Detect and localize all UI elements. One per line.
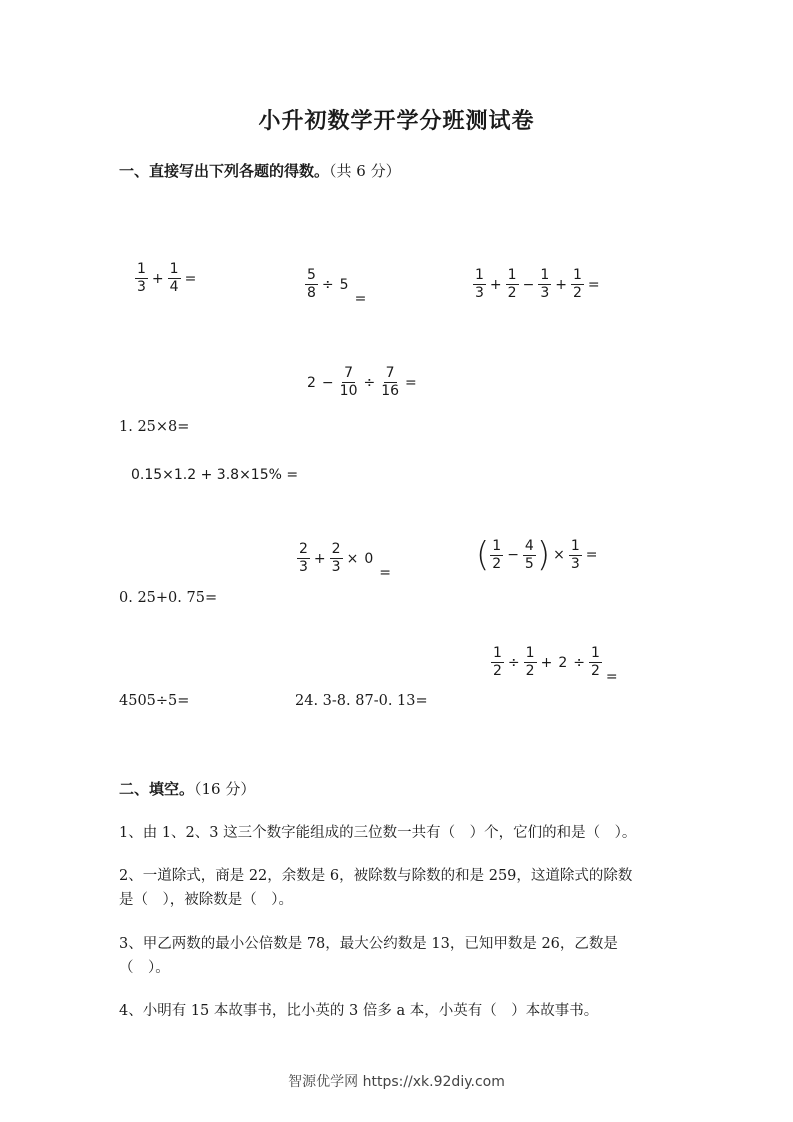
problem-8: ( $\frac{1}{2}$ − $\frac{4}{5}$ ) × $\frac{1}{3}$ = (476, 535, 598, 575)
section-1-points: （共 6 分） (329, 162, 401, 180)
fraction: $\frac{1}{2}$ (492, 537, 502, 572)
fraction: $\frac{5}{8}$ (307, 267, 316, 301)
section-1-heading (119, 160, 401, 181)
question-3-line-2: （ ）。 (119, 960, 170, 976)
problem-2: $\frac{5}{8}$ ÷ 5= (307, 267, 367, 307)
section-2-points: （16 分） (194, 780, 256, 798)
problem-7: $\frac{2}{3}$ + $\frac{2}{3}$ × 0= (299, 541, 391, 581)
fraction: $\frac{2}{3}$ (299, 541, 308, 575)
problem-3: $\frac{1}{3}$ + $\frac{1}{2}$ − $\frac{1}{3}$ + $\frac{1}{2}$ = (475, 267, 600, 301)
question-2-line-2: 是（ ），被除数是（ ）。 (119, 892, 293, 908)
section-1-title: 一、直接写出下列各题的得数。 (119, 162, 330, 180)
fraction: $\frac{7}{10}$ (339, 365, 358, 399)
question-3-line-1: 3、甲乙两数的最小公倍数是 78，最大公约数是 13，已知甲数是 26，乙数是 (119, 936, 618, 952)
problem-9: 0. 25+0. 75= (119, 590, 218, 606)
fraction: $\frac{1}{4}$ (169, 261, 179, 295)
fraction: $\frac{1}{3}$ (137, 261, 146, 295)
section-2-title: 二、填空。 (119, 780, 195, 798)
fraction: $\frac{4}{5}$ (524, 537, 534, 572)
fraction: $\frac{1}{2}$ (590, 645, 600, 679)
question-1: 1、由 1、2、3 这三个数字能组成的三位数一共有（ ）个，它们的和是（ ）。 (119, 825, 637, 841)
section-2-heading (119, 778, 255, 799)
problem-4: 2 − $\frac{7}{10}$ ÷ $\frac{7}{16}$ = (307, 365, 417, 399)
fraction: $\frac{2}{3}$ (331, 541, 341, 575)
page-title: 小升初数学开学分班测试卷 (258, 108, 535, 134)
fraction: $\frac{7}{16}$ (381, 365, 400, 399)
question-2-line-1: 2、一道除式，商是 22，余数是 6，被除数与除数的和是 259，这道除式的除数 (119, 868, 633, 884)
footer-watermark: 智源优学网 https://xk.92diy.com (288, 1074, 505, 1090)
fraction: $\frac{1}{3}$ (475, 267, 484, 301)
problem-1: $\frac{1}{3}$ + $\frac{1}{4}$ = (137, 261, 197, 295)
fraction: $\frac{1}{2}$ (507, 267, 517, 301)
problem-5: 1. 25×8= (119, 419, 190, 435)
fraction: $\frac{1}{2}$ (525, 645, 535, 679)
fraction: $\frac{1}{3}$ (570, 537, 580, 572)
problem-6: 0.15×1.2 + 3.8×15% = (131, 467, 299, 483)
left-paren: ( (476, 535, 490, 575)
question-4: 4、小明有 15 本故事书，比小英的 3 倍多 a 本，小英有（ ）本故事书。 (119, 1003, 599, 1019)
fraction: $\frac{1}{2}$ (493, 645, 502, 679)
fraction: $\frac{1}{2}$ (572, 267, 582, 301)
problem-10: $\frac{1}{2}$ ÷ $\frac{1}{2}$ + 2 ÷ $\frac{1}{2}$ = (493, 645, 618, 685)
right-paren: ) (536, 535, 551, 575)
problem-11: 4505÷5= (119, 693, 190, 709)
fraction: $\frac{1}{3}$ (540, 267, 550, 301)
problem-12: 24. 3-8. 87-0. 13= (295, 693, 428, 709)
